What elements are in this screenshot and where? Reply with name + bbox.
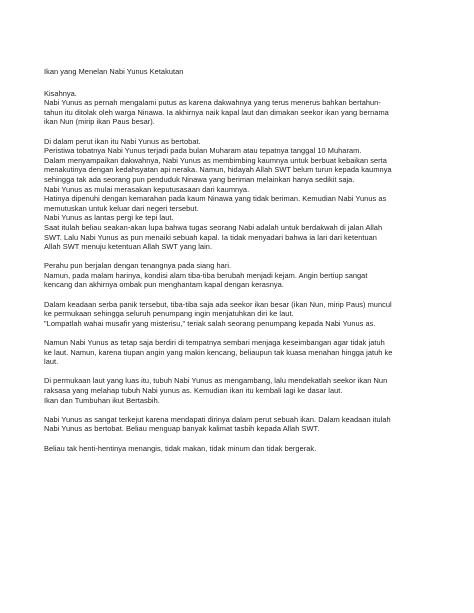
paragraph-line: Allah SWT menuju ketentuan Allah SWT yang lain. — [44, 242, 213, 252]
paragraph-line: Beliau tak henti-hentinya menangis, tidak makan, tidak minum dan tidak bergerak. — [44, 443, 317, 453]
paragraph-5 — [44, 338, 440, 367]
paragraph-line: Di permukaan laut yang luas itu, tubuh Nabi Yunus as mengambang, lalu mendekatlah seekor ikan Nun — [44, 376, 388, 386]
paragraph-line: Nabi Yunus as pernah mengalami putus as karena dakwahnya yang terus menerus bahkan bertahun- — [44, 98, 381, 108]
paragraph-line: Di dalam perut ikan itu Nabi Yunus as bertobat. — [44, 136, 201, 146]
paragraph-line: Saat itulah beliau seakan-akan lupa bahwa tugas seorang Nabi adalah untuk berdakwah di jalan Allah — [44, 222, 383, 232]
paragraph-line: kencang dan akhirnya ombak pun menghantam kapal dengan kerasnya. — [44, 280, 284, 290]
paragraph-line: SWT. Lalu Nabi Yunus as pun menaiki sebuah kapal. Ia tidak menyadari bahwa ia lari dari ketentuan — [44, 232, 377, 242]
document-title: Ikan yang Menelan Nabi Yunus Ketakutan — [44, 67, 184, 76]
paragraph-1 — [44, 98, 440, 127]
paragraph-line: raksasa yang melahap tubuh Nabi yunus as. Kemudian ikan itu kembali lagi ke dasar laut. — [44, 386, 343, 395]
paragraph-4 — [44, 300, 440, 329]
paragraph-line: ke permukaan sehingga seluruh penumpang ingin menjatuhkan diri ke laut. — [44, 309, 294, 319]
section-heading: Kisahnya. — [44, 88, 77, 98]
paragraph-line: sehingga tak ada seorang pun penduduk Ninawa yang beriman melainkan hanya sedikit saja. — [44, 174, 355, 184]
paragraph-line: ke laut. Namun, karena tiupan angin yang makin kencang, beliaupun tak kuasa menahan hingga jatuh ke — [44, 347, 393, 357]
paragraph-8 — [44, 444, 440, 454]
paragraph-line: "Lompatlah wahai musafir yang misterisu," teriak salah seorang penumpang kepada Nabi Yunus as. — [44, 318, 376, 328]
paragraph-line: menakutinya dengan kedahsyatan api neraka. Namun, hidayah Allah SWT belum turun kepada kaumnya — [44, 165, 392, 175]
paragraph-line: Ikan dan Tumbuhan ikut Bertasbih. — [44, 395, 160, 405]
paragraph-line: Namun Nabi Yunus as tetap saja berdiri di tempatnya sembari menjaga keseimbangan agar tidak jatuh — [44, 338, 385, 348]
document-body — [44, 67, 440, 453]
paragraph-line: Nabi Yunus as sangat terkejut karena mendapati dirinya dalam perut sebuah ikan. Dalam keadaan itulah — [44, 414, 391, 424]
paragraph-line: Dalam menyampaikan dakwahnya, Nabi Yunus as membimbing kaumnya untuk berbuat kebaikan serta — [44, 155, 387, 165]
paragraph-line: Nabi Yunus as lantas pergi ke tepi laut. — [44, 213, 174, 223]
paragraph-line: Nabi Yunus as bertobat. Beliau menguap banyak kalimat tasbih kepada Allah SWT. — [44, 424, 320, 434]
paragraph-7 — [44, 415, 440, 434]
paragraph-line: tahun itu ditolak oleh warga Ninawa. Ia akhirnya naik kapal laut dan dimakan seekor ikan yang bernama — [44, 107, 389, 117]
paragraph-3 — [44, 261, 440, 290]
paragraph-line: Namun, pada malam harinya, kondisi alam tiba-tiba berubah menjadi kejam. Angin bertiup sangat — [44, 270, 368, 280]
paragraph-line: Hatinya dipenuhi dengan kemarahan pada kaum Ninawa yang tidak beriman. Kemudian Nabi Yunus as — [44, 194, 387, 204]
paragraph-line: laut. — [44, 357, 59, 367]
paragraph-line: Nabi Yunus as mulai merasakan keputusasaan dari kaumnya. — [44, 184, 250, 194]
paragraph-line: ikan Nun (mirip ikan Paus besar). — [44, 117, 155, 127]
paragraph-line: memutuskan untuk keluar dari negeri tersebut. — [44, 203, 199, 213]
paragraph-6 — [44, 376, 440, 405]
paragraph-2 — [44, 137, 440, 252]
paragraph-line: Peristiwa tobatnya Nabi Yunus terjadi pada bulan Muharam atau tepatnya tanggal 10 Muharam. — [44, 146, 362, 156]
paragraph-line: Perahu pun berjalan dengan tenangnya pada siang hari. — [44, 261, 232, 271]
paragraph-line: Dalam keadaan serba panik tersebut, tiba-tiba saja ada seekor ikan besar (ikan Nun, mirip Paus) muncul — [44, 299, 392, 309]
